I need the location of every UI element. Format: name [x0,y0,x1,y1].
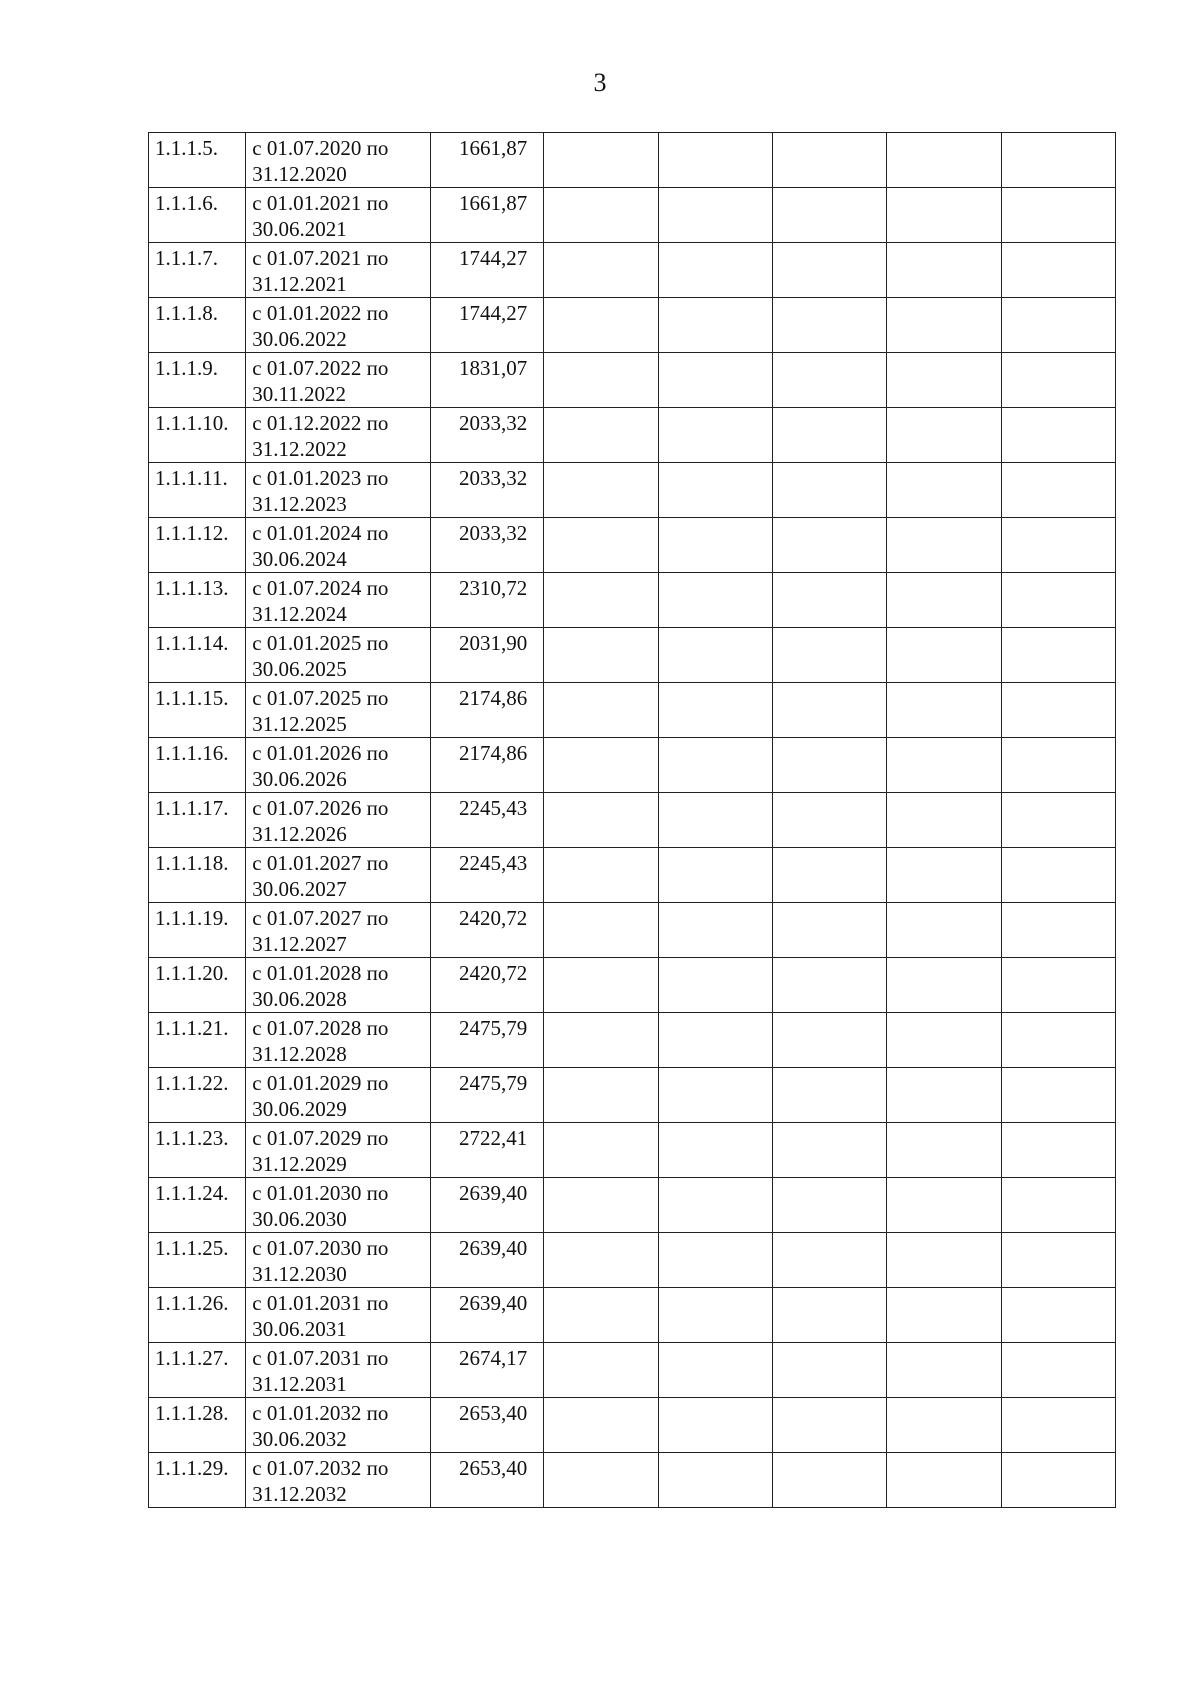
empty-cell [544,1233,658,1288]
page-number: 3 [593,68,607,97]
empty-cell [1001,683,1115,738]
empty-cell [544,463,658,518]
empty-cell [887,573,1001,628]
value-cell: 2245,43 [430,793,543,848]
period-cell [246,1343,431,1398]
empty-cell [887,133,1001,188]
value-cell: 2722,41 [430,1123,543,1178]
period-cell [246,628,431,683]
period-cell [246,1453,431,1508]
table-row [149,738,1116,793]
empty-cell [772,243,886,298]
row-number-cell: 1.1.1.22. [149,1068,246,1123]
period-from: с 01.12.2022 по [252,411,389,435]
value-cell: 2420,72 [430,903,543,958]
value-cell: 2475,79 [430,1013,543,1068]
period-from: с 01.01.2026 по [252,741,389,765]
row-number-cell: 1.1.1.16. [149,738,246,793]
empty-cell [544,353,658,408]
row-number-cell: 1.1.1.17. [149,793,246,848]
period-from: с 01.07.2022 по [252,356,389,380]
period-to: 30.06.2026 [252,767,347,791]
period-cell [246,1123,431,1178]
value-cell: 2245,43 [430,848,543,903]
row-number-cell: 1.1.1.29. [149,1453,246,1508]
empty-cell [887,903,1001,958]
row-number-cell: 1.1.1.5. [149,133,246,188]
empty-cell [544,628,658,683]
empty-cell [772,1178,886,1233]
empty-cell [772,848,886,903]
empty-cell [1001,298,1115,353]
period-from: с 01.01.2021 по [252,191,389,215]
empty-cell [544,1398,658,1453]
period-from: с 01.07.2020 по [252,136,389,160]
row-number-cell: 1.1.1.19. [149,903,246,958]
empty-cell [544,188,658,243]
period-cell [246,353,431,408]
value-cell: 2033,32 [430,518,543,573]
empty-cell [544,683,658,738]
empty-cell [1001,1178,1115,1233]
empty-cell [658,133,772,188]
empty-cell [772,1123,886,1178]
empty-cell [544,298,658,353]
empty-cell [887,793,1001,848]
empty-cell [887,1068,1001,1123]
period-cell [246,463,431,518]
empty-cell [1001,1343,1115,1398]
empty-cell [658,628,772,683]
value-cell: 2420,72 [430,958,543,1013]
empty-cell [1001,408,1115,463]
period-from: с 01.07.2025 по [252,686,389,710]
table-row [149,1233,1116,1288]
empty-cell [772,1013,886,1068]
period-from: с 01.07.2030 по [252,1236,389,1260]
table-row [149,463,1116,518]
empty-cell [887,1013,1001,1068]
period-cell [246,1288,431,1343]
row-number-cell: 1.1.1.18. [149,848,246,903]
empty-cell [1001,1233,1115,1288]
table-row [149,1013,1116,1068]
empty-cell [658,463,772,518]
value-cell: 2674,17 [430,1343,543,1398]
empty-cell [658,1233,772,1288]
period-from: с 01.07.2027 по [252,906,389,930]
empty-cell [772,1288,886,1343]
table-row [149,793,1116,848]
period-to: 30.06.2031 [252,1317,347,1341]
empty-cell [887,408,1001,463]
empty-cell [772,738,886,793]
empty-cell [544,1178,658,1233]
period-to: 31.12.2023 [252,492,347,516]
period-to: 31.12.2022 [252,437,347,461]
empty-cell [658,1178,772,1233]
period-cell [246,518,431,573]
table-row [149,243,1116,298]
empty-cell [544,738,658,793]
table-row [149,958,1116,1013]
row-number-cell: 1.1.1.21. [149,1013,246,1068]
table-row [149,848,1116,903]
period-to: 31.12.2025 [252,712,347,736]
empty-cell [658,243,772,298]
empty-cell [658,793,772,848]
empty-cell [658,903,772,958]
period-to: 31.12.2031 [252,1372,347,1396]
period-to: 31.12.2028 [252,1042,347,1066]
empty-cell [1001,1398,1115,1453]
empty-cell [1001,1013,1115,1068]
empty-cell [544,1068,658,1123]
table-row [149,1398,1116,1453]
table-row [149,188,1116,243]
empty-cell [544,1288,658,1343]
table-row [149,133,1116,188]
empty-cell [887,1288,1001,1343]
period-from: с 01.01.2028 по [252,961,389,985]
empty-cell [1001,903,1115,958]
empty-cell [887,188,1001,243]
period-cell [246,958,431,1013]
period-cell [246,573,431,628]
empty-cell [658,1068,772,1123]
empty-cell [544,518,658,573]
row-number-cell: 1.1.1.13. [149,573,246,628]
period-cell [246,793,431,848]
value-cell: 2033,32 [430,408,543,463]
period-from: с 01.01.2027 по [252,851,389,875]
period-from: с 01.01.2023 по [252,466,389,490]
table-row [149,1343,1116,1398]
empty-cell [887,1453,1001,1508]
period-from: с 01.07.2032 по [252,1456,389,1480]
table-row [149,408,1116,463]
empty-cell [544,243,658,298]
value-cell: 1661,87 [430,133,543,188]
period-from: с 01.07.2029 по [252,1126,389,1150]
table-row [149,573,1116,628]
period-from: с 01.07.2028 по [252,1016,389,1040]
empty-cell [887,518,1001,573]
empty-cell [772,1343,886,1398]
empty-cell [772,353,886,408]
empty-cell [544,1453,658,1508]
empty-cell [772,463,886,518]
value-cell: 2174,86 [430,738,543,793]
empty-cell [1001,1123,1115,1178]
table-row [149,298,1116,353]
period-to: 31.12.2026 [252,822,347,846]
empty-cell [658,408,772,463]
empty-cell [772,408,886,463]
value-cell: 2310,72 [430,573,543,628]
empty-cell [658,738,772,793]
value-cell: 2639,40 [430,1288,543,1343]
empty-cell [772,1398,886,1453]
empty-cell [1001,848,1115,903]
empty-cell [772,518,886,573]
empty-cell [887,1178,1001,1233]
empty-cell [658,188,772,243]
empty-cell [887,1233,1001,1288]
row-number-cell: 1.1.1.10. [149,408,246,463]
row-number-cell: 1.1.1.26. [149,1288,246,1343]
row-number-cell: 1.1.1.25. [149,1233,246,1288]
table-row [149,903,1116,958]
empty-cell [544,1123,658,1178]
period-to: 30.06.2032 [252,1427,347,1451]
empty-cell [1001,573,1115,628]
row-number-cell: 1.1.1.23. [149,1123,246,1178]
period-from: с 01.07.2024 по [252,576,389,600]
value-cell: 1744,27 [430,243,543,298]
period-cell [246,738,431,793]
row-number-cell: 1.1.1.20. [149,958,246,1013]
empty-cell [887,353,1001,408]
period-to: 30.06.2024 [252,547,347,571]
empty-cell [658,298,772,353]
period-to: 31.12.2021 [252,272,347,296]
period-to: 30.06.2029 [252,1097,347,1121]
period-to: 30.06.2030 [252,1207,347,1231]
empty-cell [887,243,1001,298]
empty-cell [1001,518,1115,573]
empty-cell [1001,463,1115,518]
empty-cell [658,683,772,738]
row-number-cell: 1.1.1.14. [149,628,246,683]
empty-cell [658,958,772,1013]
table-row [149,683,1116,738]
period-from: с 01.01.2022 по [252,301,389,325]
period-cell [246,1398,431,1453]
empty-cell [544,903,658,958]
empty-cell [772,298,886,353]
period-to: 30.06.2021 [252,217,347,241]
value-cell: 1831,07 [430,353,543,408]
period-cell [246,903,431,958]
period-cell [246,1178,431,1233]
empty-cell [658,1288,772,1343]
empty-cell [544,958,658,1013]
period-cell [246,298,431,353]
period-from: с 01.01.2031 по [252,1291,389,1315]
empty-cell [544,1013,658,1068]
empty-cell [658,1123,772,1178]
value-cell: 2639,40 [430,1233,543,1288]
value-cell: 2653,40 [430,1398,543,1453]
period-cell [246,1068,431,1123]
empty-cell [544,1343,658,1398]
period-to: 30.06.2025 [252,657,347,681]
period-cell [246,848,431,903]
empty-cell [772,628,886,683]
empty-cell [887,958,1001,1013]
empty-cell [887,1343,1001,1398]
empty-cell [772,958,886,1013]
empty-cell [772,683,886,738]
empty-cell [1001,738,1115,793]
empty-cell [887,848,1001,903]
table-row [149,1178,1116,1233]
period-to: 30.06.2028 [252,987,347,1011]
period-to: 30.11.2022 [252,382,347,406]
empty-cell [1001,133,1115,188]
period-from: с 01.07.2021 по [252,246,389,270]
value-cell: 1661,87 [430,188,543,243]
period-from: с 01.01.2032 по [252,1401,389,1425]
empty-cell [1001,243,1115,298]
empty-cell [887,738,1001,793]
empty-cell [887,298,1001,353]
period-from: с 01.01.2029 по [252,1071,389,1095]
period-to: 31.12.2024 [252,602,347,626]
empty-cell [658,518,772,573]
empty-cell [772,1453,886,1508]
empty-cell [658,1013,772,1068]
table-row [149,518,1116,573]
table-body [149,133,1116,1508]
value-cell: 2174,86 [430,683,543,738]
period-from: с 01.01.2030 по [252,1181,389,1205]
empty-cell [658,848,772,903]
empty-cell [772,133,886,188]
empty-cell [772,793,886,848]
period-from: с 01.01.2024 по [252,521,389,545]
row-number-cell: 1.1.1.24. [149,1178,246,1233]
table-row [149,1288,1116,1343]
value-cell: 2475,79 [430,1068,543,1123]
empty-cell [544,848,658,903]
empty-cell [1001,188,1115,243]
value-cell: 2653,40 [430,1453,543,1508]
empty-cell [658,1343,772,1398]
empty-cell [1001,958,1115,1013]
value-cell: 2639,40 [430,1178,543,1233]
value-cell: 1744,27 [430,298,543,353]
row-number-cell: 1.1.1.6. [149,188,246,243]
period-to: 31.12.2029 [252,1152,347,1176]
period-from: с 01.07.2031 по [252,1346,389,1370]
period-to: 31.12.2027 [252,932,347,956]
period-cell [246,1233,431,1288]
period-to: 31.12.2020 [252,162,347,186]
tariff-table [148,132,1116,1508]
empty-cell [1001,1288,1115,1343]
empty-cell [887,1123,1001,1178]
empty-cell [658,1398,772,1453]
row-number-cell: 1.1.1.27. [149,1343,246,1398]
empty-cell [1001,1453,1115,1508]
empty-cell [1001,628,1115,683]
empty-cell [887,1398,1001,1453]
empty-cell [1001,353,1115,408]
empty-cell [544,573,658,628]
empty-cell [772,903,886,958]
period-cell [246,243,431,298]
empty-cell [1001,793,1115,848]
row-number-cell: 1.1.1.15. [149,683,246,738]
period-cell [246,408,431,463]
row-number-cell: 1.1.1.7. [149,243,246,298]
period-to: 30.06.2022 [252,327,347,351]
row-number-cell: 1.1.1.28. [149,1398,246,1453]
empty-cell [887,683,1001,738]
empty-cell [772,573,886,628]
empty-cell [544,793,658,848]
empty-cell [887,628,1001,683]
value-cell: 2031,90 [430,628,543,683]
period-from: с 01.07.2026 по [252,796,389,820]
empty-cell [772,1068,886,1123]
empty-cell [658,1453,772,1508]
row-number-cell: 1.1.1.8. [149,298,246,353]
row-number-cell: 1.1.1.9. [149,353,246,408]
period-to: 31.12.2030 [252,1262,347,1286]
empty-cell [772,188,886,243]
empty-cell [887,463,1001,518]
table-row [149,1123,1116,1178]
table-row [149,1453,1116,1508]
period-from: с 01.01.2025 по [252,631,389,655]
row-number-cell: 1.1.1.11. [149,463,246,518]
empty-cell [544,408,658,463]
value-cell: 2033,32 [430,463,543,518]
table-row [149,628,1116,683]
period-to: 31.12.2032 [252,1482,347,1506]
period-cell [246,133,431,188]
period-to: 30.06.2027 [252,877,347,901]
empty-cell [658,573,772,628]
table-row [149,353,1116,408]
empty-cell [772,1233,886,1288]
period-cell [246,1013,431,1068]
table-row [149,1068,1116,1123]
empty-cell [544,133,658,188]
empty-cell [658,353,772,408]
empty-cell [1001,1068,1115,1123]
period-cell [246,188,431,243]
period-cell [246,683,431,738]
row-number-cell: 1.1.1.12. [149,518,246,573]
